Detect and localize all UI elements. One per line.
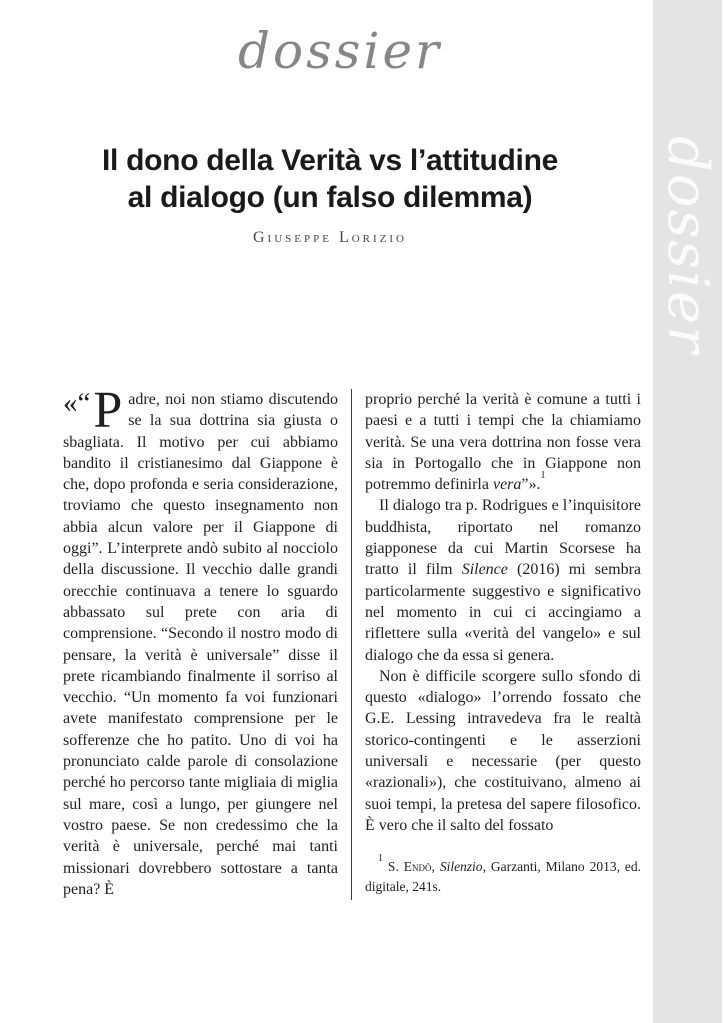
article-title-line1: Il dono della Verità vs l’attitudine: [102, 144, 558, 177]
opening-paragraph: [63, 382, 338, 900]
dossier-vertical-label: dossier: [655, 136, 720, 355]
right-column: [352, 389, 641, 900]
paragraph-continuation-text: proprio perché la verità è comune a tutti i paesi e a tutti i tempi che la chiamiamo verità. Se una vera dottrina non fosse vera sia in Portogallo che in Giappone non potremmo definirla: [365, 391, 641, 494]
footnote-number: 1: [378, 853, 383, 865]
opening-quote-marks: «“: [63, 387, 91, 419]
article-title: [40, 142, 620, 216]
footnote-author-name: Endō: [403, 859, 432, 875]
paragraph-continuation-italic-word: vera: [492, 476, 522, 494]
footnote-publication-details: , Garzanti, Milano 2013, ed. digitale, 241s.: [365, 859, 641, 895]
footnote-reference-mark: 1: [540, 470, 546, 482]
paragraph-dialogo-text2: (2016) mi sembra particolarmente suggestivo e significativo nel momento in cui ci accingiamo a riflettere sulla «verità del vangelo» e sul dialogo che da essa si genera.: [365, 561, 642, 664]
article-body: [63, 382, 642, 900]
paragraph-dialogo-text1: Il dialogo tra p. Rodrigues e l’inquisitore buddhista, riportato nel romanzo giapponese da cui Martin Scorsese ha tratto il film: [365, 497, 641, 579]
opening-paragraph-text: adre, noi non stiamo discutendo se la sua dottrina sia giusta o sbagliata. Il motivo per cui abbiamo bandito il cristianesimo dal Giappone è che, dopo profonda e seria considerazione, troviamo che questo insegnamento non abbia alcun valore per il Giappone di oggi”. L’interprete andò subito al nocciolo della discussione. Il vecchio dalle grandi orecchie continuava a tenere lo sguardo abbassato sul prete con aria di comprensione. “Secondo il nostro modo di pensare, la verità è universale” disse il prete ricambiando finalmente il sorriso al vecchio. “Un momento fa voi funzionari avete manifestato comprensione per le sofferenze che ho patito. Uno di voi ha pronunciato calde parole di consolazione perché ho percorso tante migliaia di miglia sul mare, così a lungo, per giungere nel vostro paese. Se non credessimo che la verità è universale, perché mai tanti missionari dovrebbero sottostare a tanta pena? È: [63, 391, 338, 898]
film-title-italic: Silence: [461, 561, 508, 579]
dossier-script-header: dossier: [238, 22, 442, 80]
footnote: [365, 853, 641, 897]
footnote-work-title: Silenzio: [439, 859, 483, 875]
paragraph-dialogo: [365, 495, 641, 665]
dropcap-letter: P: [93, 382, 123, 439]
paragraph-continuation-close-quotes: ”».: [521, 476, 541, 494]
footnote-separator: ,: [431, 859, 440, 875]
paragraph-lessing: [365, 666, 641, 836]
paragraph-lessing-text: Non è difficile scorgere sullo sfondo di questo «dialogo» l’orrendo fossato che G.E. Lessing intravedeva fra le realtà storico-contingenti e le asserzioni universali e necessarie (per questo «razionali»), che costituivano, almeno ai suoi tempi, la pretesa del sapere filosofico. È vero che il salto del fossato: [365, 667, 641, 834]
article-title-line2: al dialogo (un falso dilemma): [127, 181, 533, 214]
dossier-side-band: [653, 0, 722, 1023]
paragraph-continuation: [365, 389, 641, 495]
article-author: Giuseppe Lorizio: [253, 229, 407, 246]
left-column: [63, 382, 352, 900]
footnote-lead: S.: [383, 859, 404, 875]
